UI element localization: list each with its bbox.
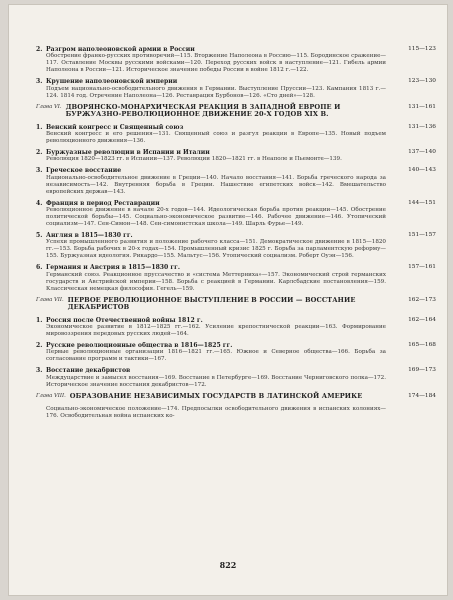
toc-paragraph <box>36 406 436 420</box>
toc-entry-heading[interactable] <box>36 78 436 85</box>
toc-entry-pages: 162—164 <box>408 316 436 323</box>
toc-entry-heading[interactable] <box>36 149 436 156</box>
toc-entry-description: Национально-освободительное движение в Греции—140. Начало восстания—141. Борьба греческого народа за независимость—142. Внутренняя борьба в Греции. Нашествие египетских войск—142. Вмешательство европейских держав—143. <box>46 174 386 195</box>
toc-chapter[interactable] <box>36 297 436 312</box>
toc-entry-title: Венский конгресс и Священный союз <box>46 123 184 131</box>
toc-entry-number: 2. <box>36 46 43 53</box>
toc-entry-title: Буржуазные революции в Испании и Италии <box>46 149 210 157</box>
toc-entry-number: 1. <box>36 123 43 131</box>
toc-entry-heading[interactable] <box>36 200 436 207</box>
toc-entry-number: 4. <box>36 199 43 207</box>
toc-entry-heading[interactable] <box>36 264 436 271</box>
document-page <box>8 4 448 596</box>
toc-entry-title: Англия в 1815—1830 гг. <box>46 231 133 239</box>
toc-entry-heading[interactable] <box>36 124 436 131</box>
table-of-contents <box>36 46 436 424</box>
toc-entry-description: Обострение франко-русских противоречий—115. Вторжение Наполеона в Россию—115. Бородинское сражение—117. Оставление Москвы русскими войсками—120. Переход русских войск в наступление—121. Гибель армии Наполеона в России—121. Историческое значение победы России в войне 1812 г.—122. <box>46 53 386 74</box>
chapter-label: Глава VIII. <box>36 393 66 400</box>
chapter-title: ПЕРВОЕ РЕВОЛЮЦИОННОЕ ВЫСТУПЛЕНИЕ В РОССИИ — ВОССТАНИЕ ДЕКАБРИСТОВ <box>67 295 356 312</box>
toc-entry-number: 3. <box>36 78 43 86</box>
toc-entry-pages: 144—151 <box>408 199 436 206</box>
toc-entry <box>36 367 436 388</box>
toc-entry-number: 1. <box>36 316 43 324</box>
toc-entry-description: Подъем национально-освободительного движения в Германии. Выступление Пруссии—123. Кампания 1813 г.—124. 1814 год. Отречение Наполеона—126. Реставрация Бурбонов—126. «Сто дней»—128. <box>46 85 386 99</box>
toc-entry-pages: 157—161 <box>408 264 436 271</box>
toc-entry-pages: 169—173 <box>408 367 436 374</box>
toc-entry <box>36 264 436 292</box>
toc-entry-title: Германия и Австрия в 1815—1830 гг. <box>46 264 181 272</box>
toc-entry-description: Революция 1820—1823 гг. в Испании—137. Революции 1820—1821 гг. в Неаполе и Пьемонте—139. <box>46 156 342 163</box>
toc-entry <box>36 317 436 338</box>
toc-entry-title: Восстание декабристов <box>46 367 131 375</box>
chapter-pages: 131—161 <box>408 103 436 110</box>
toc-entry <box>36 200 436 228</box>
toc-entry-description: Междуцарствие и замысел восстания—169. Восстание в Петербурге—169. Восстание Черниговского полка—172. Историческое значение восстания декабристов—172. <box>46 374 386 388</box>
toc-entry-heading[interactable] <box>36 317 436 324</box>
toc-entry-heading[interactable] <box>36 367 436 374</box>
toc-entry-pages: 151—157 <box>408 231 436 238</box>
toc-entry-title: Греческое восстание <box>46 167 122 175</box>
toc-entry-description: Революционное движение в начале 20-х годов—144. Идеологическая борьба против реакции—145. Обострение политической борьбы—145. Социально-экономическое развитие—146. Рабочее движение—146. Утопический социализм—147. Сен-Симон—148. Сен-симонистская школа—149. Шарль Фурье—149. <box>46 206 386 227</box>
chapter-pages: 174—184 <box>408 392 436 399</box>
toc-entry <box>36 46 436 74</box>
chapter-label: Глава VI. <box>36 104 62 111</box>
toc-entry-description: Успехи промышленного развития и положение рабочего класса—151. Демократическое движение в 1815—1820 гг.—153. Борьба рабочих в 20-х годах—154. Промышленный кризис 1825 г. Борьба за парламентскую реформу—155. Буржуазная идеология. Рикардо—155. Мальтус—156. Утопический социализм. Роберт Оуэн—156. <box>46 239 386 260</box>
toc-chapter[interactable] <box>36 104 436 119</box>
toc-chapter[interactable] <box>36 393 436 401</box>
toc-entry-pages: 115—123 <box>408 46 436 52</box>
toc-entry-title: Франция в период Реставрации <box>46 199 160 207</box>
toc-entry-description: Первые революционные организации 1816—1821 гг.—165. Южное и Северное общества—166. Борьба за согласование программ и тактики—167. <box>46 349 386 363</box>
toc-entry-number: 2. <box>36 342 43 350</box>
toc-entry-number: 5. <box>36 231 43 239</box>
toc-entry-pages: 140—143 <box>408 167 436 174</box>
toc-entry-description: Экономическое развитие в 1812—1825 гг.—162. Усиление крепостнической реакции—163. Формирование мировоззрения передовых русских людей—164. <box>46 324 386 338</box>
toc-entry-heading[interactable] <box>36 342 436 349</box>
chapter-title: ОБРАЗОВАНИЕ НЕЗАВИСИМЫХ ГОСУДАРСТВ В ЛАТИНСКОЙ АМЕРИКЕ <box>69 391 363 400</box>
toc-entry-pages: 123—130 <box>408 78 436 85</box>
toc-entry-description: Венский конгресс и его решения—131. Священный союз и разгул реакции в Европе—135. Новый подъем революционного движения—136. <box>46 131 386 145</box>
toc-entry-pages: 137—140 <box>408 149 436 156</box>
toc-entry-number: 3. <box>36 167 43 175</box>
toc-entry-pages: 131—136 <box>408 123 436 130</box>
toc-entry-heading[interactable] <box>36 167 436 174</box>
page-number: 822 <box>219 560 237 570</box>
toc-entry-heading[interactable] <box>36 46 436 53</box>
toc-entry-number: 2. <box>36 149 43 157</box>
toc-entry <box>36 149 436 163</box>
toc-entry-title: Крушение наполеоновской империи <box>46 78 178 86</box>
toc-entry <box>36 124 436 145</box>
toc-entry-pages: 165—168 <box>408 342 436 349</box>
toc-entry-number: 6. <box>36 264 43 272</box>
toc-entry <box>36 342 436 363</box>
chapter-label: Глава VII. <box>36 297 64 304</box>
toc-entry-description: Германский союз. Реакционное пруссачество и «система Меттерниха»—157. Экономический строй германских государств и Австрийской империи—158. Борьба с реакцией в Германии. Карлсбадские постановления—159. Классическая немецкая философия. Гегель—159. <box>46 271 386 292</box>
chapter-title: ДВОРЯНСКО-МОНАРХИЧЕСКАЯ РЕАКЦИЯ В ЗАПАДНОЙ ЕВРОПЕ И БУРЖУАЗНО-РЕВОЛЮЦИОННОЕ ДВИЖЕНИЕ 20-Х ГОДОВ XIX В. <box>65 102 341 119</box>
toc-entry-heading[interactable] <box>36 232 436 239</box>
toc-entry <box>36 167 436 195</box>
toc-entry-title: Русские революционные общества в 1816—1825 гг. <box>46 342 233 350</box>
toc-entry-number: 3. <box>36 367 43 375</box>
chapter-pages: 162—173 <box>408 296 436 303</box>
toc-entry-title: Россия после Отечественной войны 1812 г. <box>46 316 203 324</box>
toc-entry-title: Разгром наполеоновской армии в России <box>46 46 195 53</box>
toc-entry <box>36 78 436 99</box>
toc-paragraph-text: Социально-экономическое положение—174. Предпосылки освободительного движения в испанских колониях—176. Освободительная война испанских ко- <box>46 405 386 419</box>
toc-entry <box>36 232 436 260</box>
